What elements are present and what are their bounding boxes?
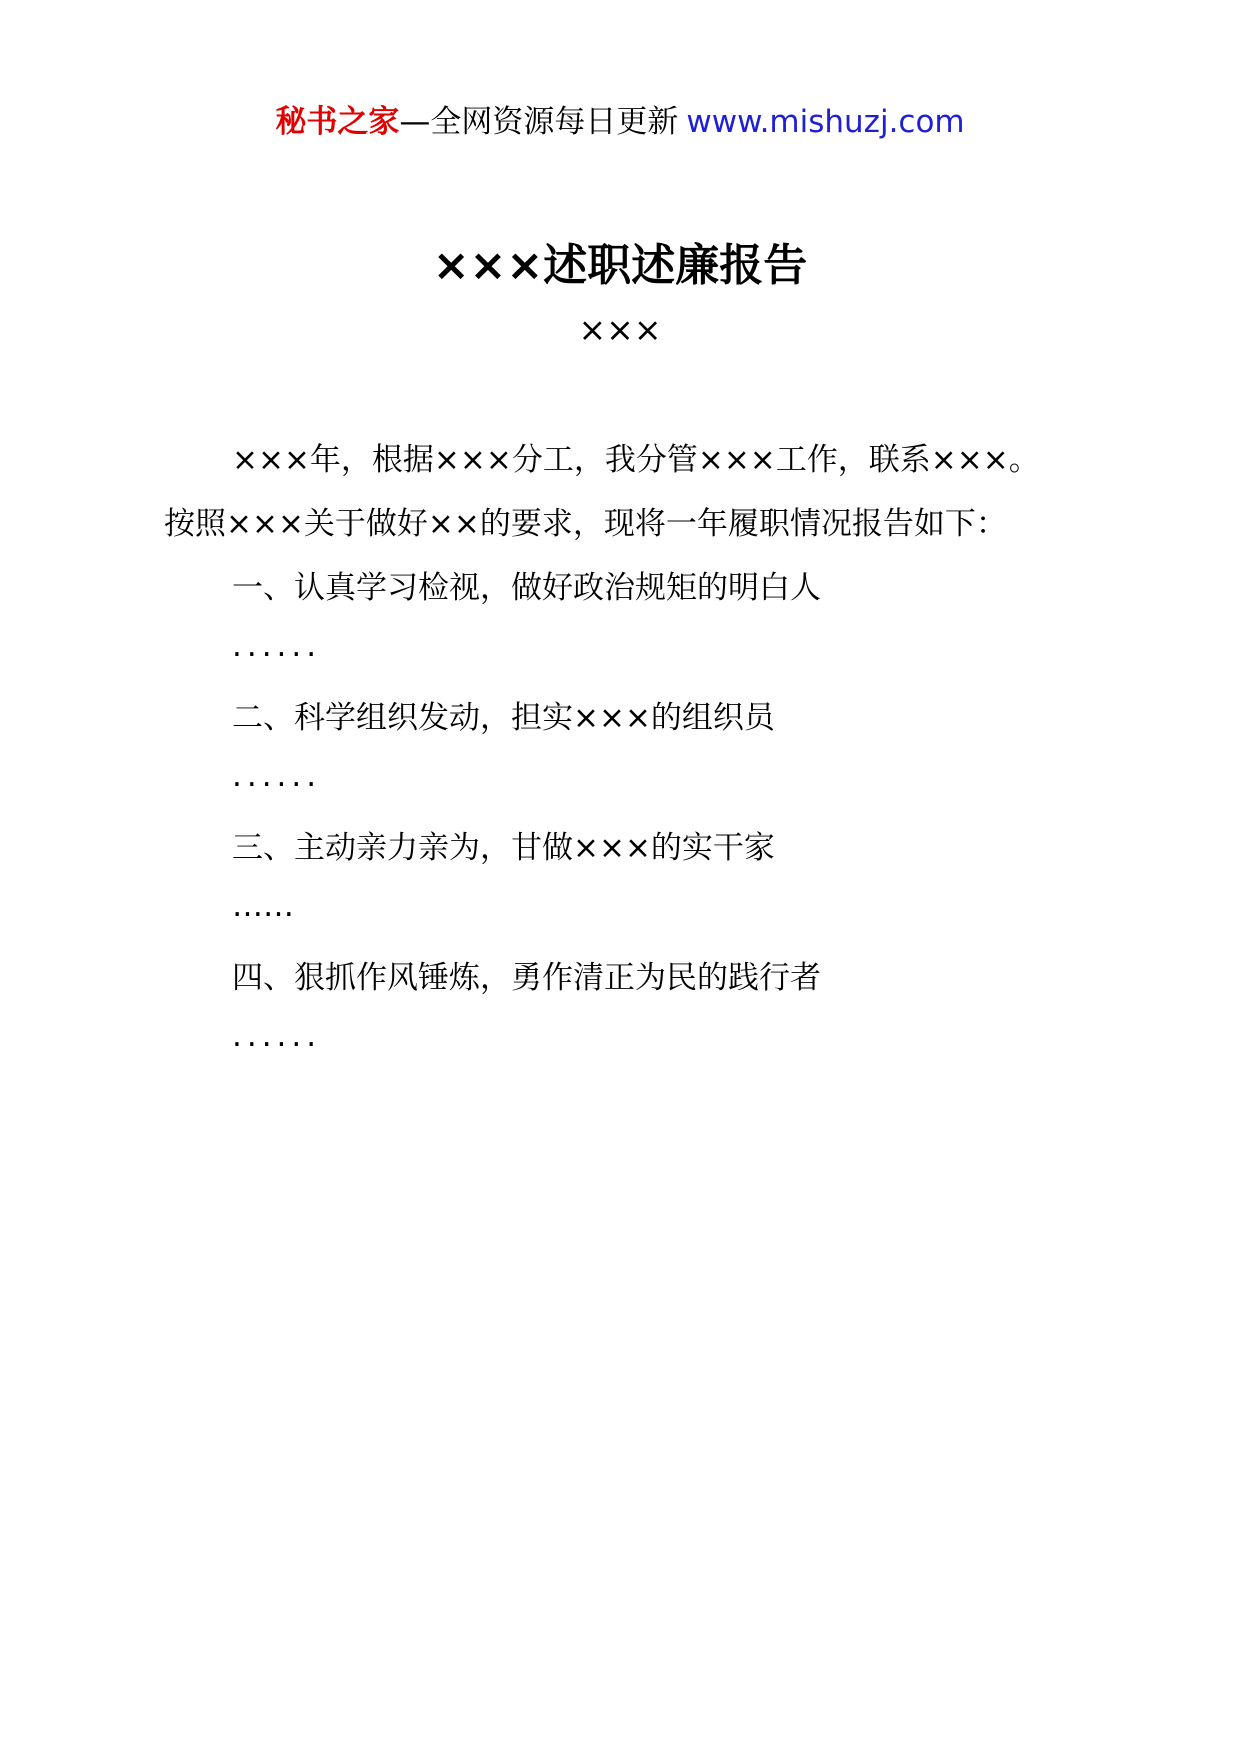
brand-name: 秘书之家 [275, 104, 400, 140]
section-heading-1: 一、认真学习检视，做好政治规矩的明白人 [232, 570, 821, 606]
document-title: ×××述职述廉报告 [432, 240, 808, 291]
site-url-link[interactable]: www.mishuzj.com [686, 104, 965, 140]
intro-paragraph-line-2: 按照×××关于做好××的要求，现将一年履职情况报告如下： [164, 506, 1007, 542]
section-heading-3: 三、主动亲力亲为，甘做×××的实干家 [232, 830, 775, 866]
section-ellipsis-3: …… [232, 888, 294, 924]
site-header-banner [0, 100, 1240, 144]
section-ellipsis-1: ...... [232, 628, 322, 664]
header-tagline: —全网资源每日更新 [399, 104, 679, 140]
section-ellipsis-2: ...... [232, 758, 322, 794]
section-heading-4: 四、狠抓作风锤炼，勇作清正为民的践行者 [232, 960, 821, 996]
document-author: ××× [578, 310, 662, 349]
intro-paragraph-line-1: ×××年，根据×××分工，我分管×××工作，联系×××。 [232, 442, 1040, 478]
section-ellipsis-4: ...... [232, 1018, 322, 1054]
section-heading-2: 二、科学组织发动，担实×××的组织员 [232, 700, 775, 736]
